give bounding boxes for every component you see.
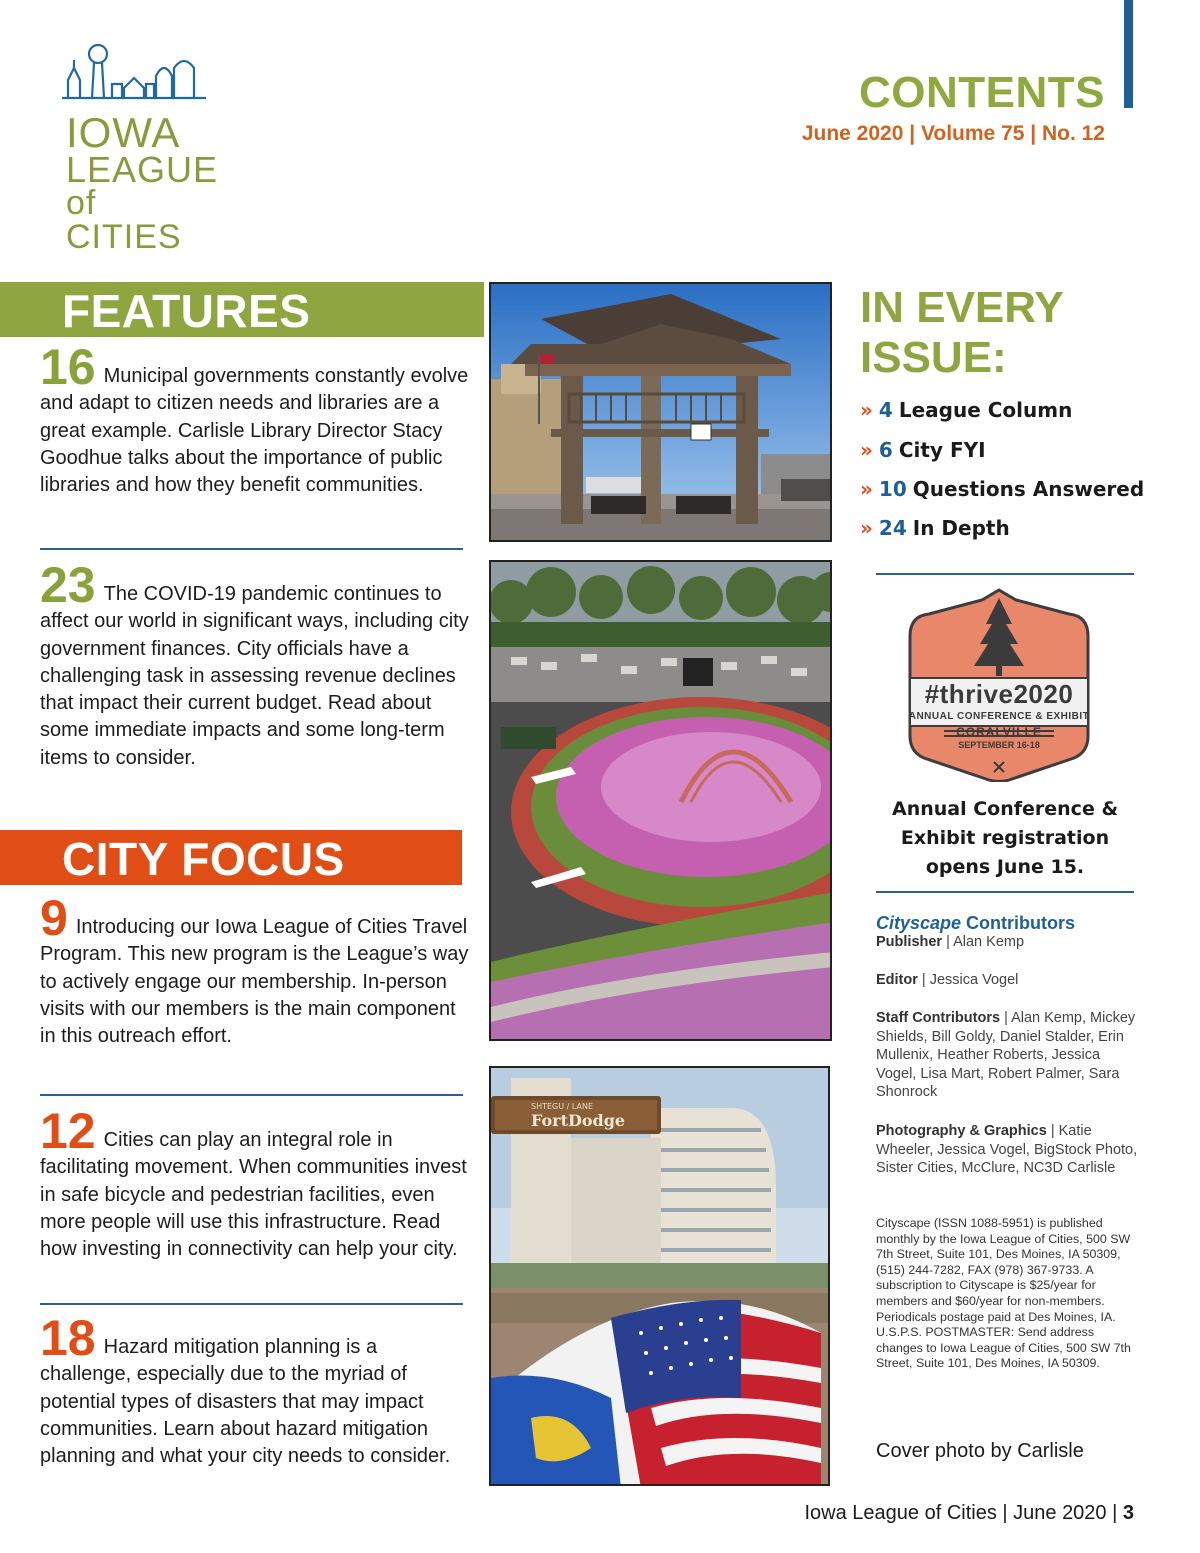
city-skyline-icon — [62, 40, 212, 112]
staff-names: | Alan Kemp, Mickey Shields, Bill Goldy, Daniel Stalder, Erin Mullenix, Heather Roberts, Jessica Vogel, Lisa Mart, Robert Palmer, Sara Shonrock — [876, 1010, 1136, 1101]
iowa-league-logo — [62, 40, 219, 256]
badge-city: CORALVILLE — [956, 725, 1042, 739]
entry-text: Cities can play an integral role in facilitating movement. When communities invest in safe bicycle and pedestrian facilities, even more people will use this infrastructure. Read how investing in connectivity can help your city. — [40, 1129, 467, 1261]
issue-item-league-column[interactable] — [860, 398, 1072, 422]
sign-text-fortdodge: FortDodge — [531, 1111, 626, 1130]
features-header-bar — [0, 282, 484, 337]
issue-item-questions-answered[interactable] — [860, 477, 1144, 501]
issue-item-label: League Column — [898, 398, 1073, 422]
fort-dodge-sign-photo — [489, 1066, 830, 1486]
editor-label: Editor — [876, 972, 918, 988]
publisher-name: | Alan Kemp — [942, 934, 1025, 950]
issue-item-label: In Depth — [912, 516, 1010, 540]
issue-item-page: 10 — [878, 477, 907, 501]
badge-date: SEPTEMBER 16-18 — [958, 740, 1040, 750]
staff-credit — [876, 1009, 1138, 1102]
cover-photo-credit: Cover photo by Carlisle — [876, 1440, 1084, 1462]
badge-title: #thrive2020 — [924, 679, 1074, 709]
editor-name: | Jessica Vogel — [917, 972, 1019, 988]
city-focus-entry[interactable] — [40, 1310, 470, 1470]
divider — [40, 548, 463, 550]
entry-text: Municipal governments constantly evolve and adapt to citizen needs and libraries are a great example. Carlisle Library Director Stacy Goodhue talks about the importance of public libraries and how they benefit communities. — [40, 365, 469, 497]
chevron-icon: » — [860, 516, 873, 540]
badge-subtitle: ANNUAL CONFERENCE & EXHIBIT — [908, 711, 1090, 722]
entry-page-number: 18 — [40, 1310, 96, 1366]
editor-credit — [876, 971, 1138, 990]
logo-line-league: LEAGUE — [66, 149, 219, 190]
entry-text: The COVID-19 pandemic continues to affect our world in significant ways, including city government finances. City officials have a challenging task in assessing revenue declines that impact their current budget. Read about some immediate impacts and some long-term items to consider. — [40, 583, 469, 769]
features-heading: FEATURES — [62, 285, 311, 337]
feature-entry[interactable] — [40, 557, 470, 772]
entry-text: Introducing our Iowa League of Cities Travel Program. This new program is the League’s way to actively engage our membership. In-person visits with our members is the main component in this outreach effort. — [40, 916, 469, 1048]
entry-page-number: 16 — [40, 339, 96, 395]
issue-item-label: Questions Answered — [912, 477, 1145, 501]
entry-page-number: 12 — [40, 1103, 96, 1159]
issue-item-page: 4 — [878, 398, 893, 422]
photography-credit — [876, 1122, 1138, 1178]
contributors-heading-italic: Cityscape — [876, 913, 962, 933]
divider — [876, 891, 1134, 893]
issue-item-city-fyi[interactable] — [860, 438, 986, 462]
issue-info: June 2020 | Volume 75 | No. 12 — [801, 122, 1105, 145]
entry-page-number: 9 — [40, 890, 68, 946]
entry-text: Hazard mitigation planning is a challenge, especially due to the myriad of potential types of disasters that may impact communities. Learn about hazard mitigation planning and what your city needs to consider. — [40, 1336, 451, 1468]
footer-text: Iowa League of Cities | June 2020 | — [804, 1502, 1123, 1524]
city-focus-heading: CITY FOCUS — [62, 833, 345, 885]
gazebo-photo — [489, 282, 832, 542]
contributors-heading — [876, 913, 1075, 934]
photography-label: Photography & Graphics — [876, 1123, 1047, 1139]
logo-line-iowa: IOWA — [66, 109, 181, 156]
publisher-label: Publisher — [876, 934, 943, 950]
heading-line-2: ISSUE: — [860, 333, 1007, 382]
feature-entry[interactable] — [40, 339, 470, 499]
accent-bar — [1124, 0, 1133, 108]
chevron-icon: » — [860, 477, 873, 501]
conference-registration-text: Annual Conference & Exhibit registration opens June 15. — [891, 798, 1119, 878]
issue-item-label: City FYI — [898, 438, 986, 462]
staff-label: Staff Contributors — [876, 1010, 1001, 1026]
divider — [40, 1094, 463, 1096]
city-focus-entry[interactable] — [40, 890, 470, 1050]
issue-item-in-depth[interactable] — [860, 516, 1010, 540]
divider — [876, 573, 1134, 575]
in-every-issue-heading — [860, 283, 1064, 383]
logo-line-cities: of CITIES — [66, 184, 182, 256]
chevron-icon: » — [860, 398, 873, 422]
publication-legal-notice: Cityscape (ISSN 1088-5951) is published monthly by the Iowa League of Cities, 500 SW 7th Street, Suite 101, Des Moines, IA 50309, (515) 244-7282, FAX (978) 367-9733. A subscription to Cityscape is $25/year for members and $60/year for non-members. Periodicals postage paid at Des Moines, IA. U.S.P.S. POSTMASTER: Send address changes to Iowa League of Cities, 500 SW 7th Street, Suite 101, Des Moines, IA 50309. — [876, 1216, 1131, 1371]
page-number: 3 — [1122, 1502, 1134, 1524]
photography-names: | Katie Wheeler, Jessica Vogel, BigStock Photo, Sister Cities, McClure, NC3D Carlisle — [876, 1123, 1138, 1177]
entry-page-number: 23 — [40, 557, 96, 613]
page-footer — [804, 1502, 1134, 1525]
contributors-heading-rest: Contributors — [961, 913, 1076, 933]
issue-item-page: 6 — [878, 438, 893, 462]
heading-line-1: IN EVERY — [860, 283, 1064, 332]
page-title: CONTENTS — [859, 68, 1105, 117]
thrive2020-badge[interactable] — [904, 586, 1094, 782]
sign-text-lane: SHTEGU / LANE — [531, 1102, 594, 1111]
city-focus-entry[interactable] — [40, 1103, 470, 1263]
divider — [40, 1303, 463, 1305]
city-focus-header-bar — [0, 830, 462, 885]
chevron-icon: » — [860, 438, 873, 462]
roundabout-rendering-photo — [489, 560, 832, 1041]
publisher-credit — [876, 933, 1138, 952]
issue-item-page: 24 — [878, 516, 907, 540]
